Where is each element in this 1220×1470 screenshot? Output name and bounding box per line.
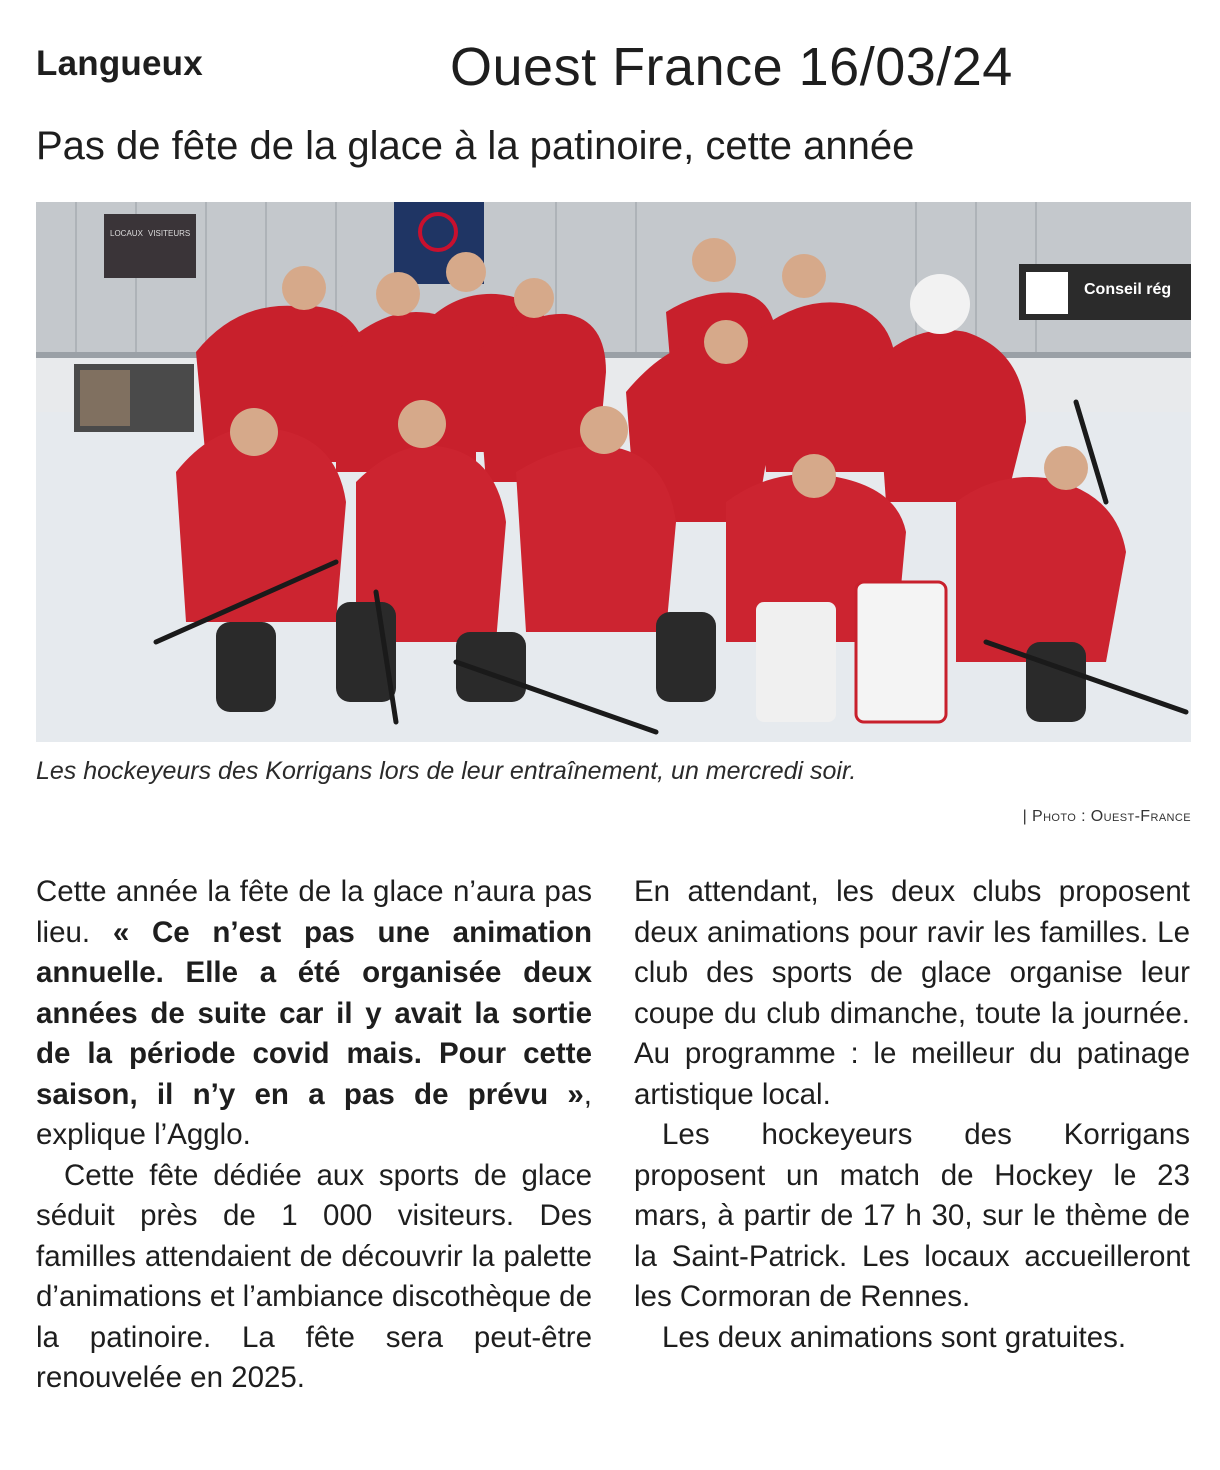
team-photo: [36, 202, 1191, 742]
paragraph-4: Les hockeyeurs des Korrigans proposent un match de Hockey le 23 mars, à partir de 17 h 30, sur le thème de la Saint-Patrick. Les locaux accueilleront les Cormoran de Rennes.: [634, 1118, 1190, 1313]
paragraph-5: Les deux animations sont gratuites.: [662, 1320, 1127, 1354]
scoreboard-visitor-label: VISITEURS: [148, 229, 191, 238]
paragraph-3-continued: En attendant, les deux clubs proposent deux animations pour ravir les familles. Le club des sports de glace organise leur coupe du club dimanche, toute la journée. Au programme : le meilleur du patinage artistique local.: [634, 875, 1190, 1111]
scoreboard: [104, 214, 196, 278]
sponsor-banner-text: Conseil rég: [1084, 281, 1172, 298]
article-column-left: [36, 872, 592, 1399]
source-date: Ouest France 16/03/24: [450, 37, 1013, 97]
agglo-quote: « Ce n’est pas une animation annuelle. Elle a été organisée deux années de suite car il y avait la sortie de la période covid mais. Pour cette saison, il n’y en a pas de prévu »: [36, 915, 592, 1111]
photo-caption: Les hockeyeurs des Korrigans lors de leur entraînement, un mercredi soir.: [36, 757, 857, 785]
article-column-right: [634, 872, 1190, 1358]
paragraph-1: [36, 872, 592, 1156]
sponsor-banner: [1019, 264, 1191, 320]
paragraph-1-lead: Cette année la fête de la glace n’aura pas lieu.: [36, 875, 592, 949]
paragraph-1-tail: , explique l’Agglo.: [36, 1077, 592, 1151]
headline: Pas de fête de la glace à la patinoire, cette année: [36, 124, 915, 168]
photo-credit: | Photo : Ouest-France: [1022, 808, 1191, 825]
scoreboard-local-label: LOCAUX: [110, 229, 143, 238]
town-label: Langueux: [36, 44, 203, 83]
paragraph-2: Cette fête dédiée aux sports de glace séduit près de 1 000 visiteurs. Des familles attendaient de découvrir la palette d’animations et l’ambiance discothèque de la patinoire. La fête sera peut-être renouvelée en 2025.: [36, 1158, 592, 1394]
